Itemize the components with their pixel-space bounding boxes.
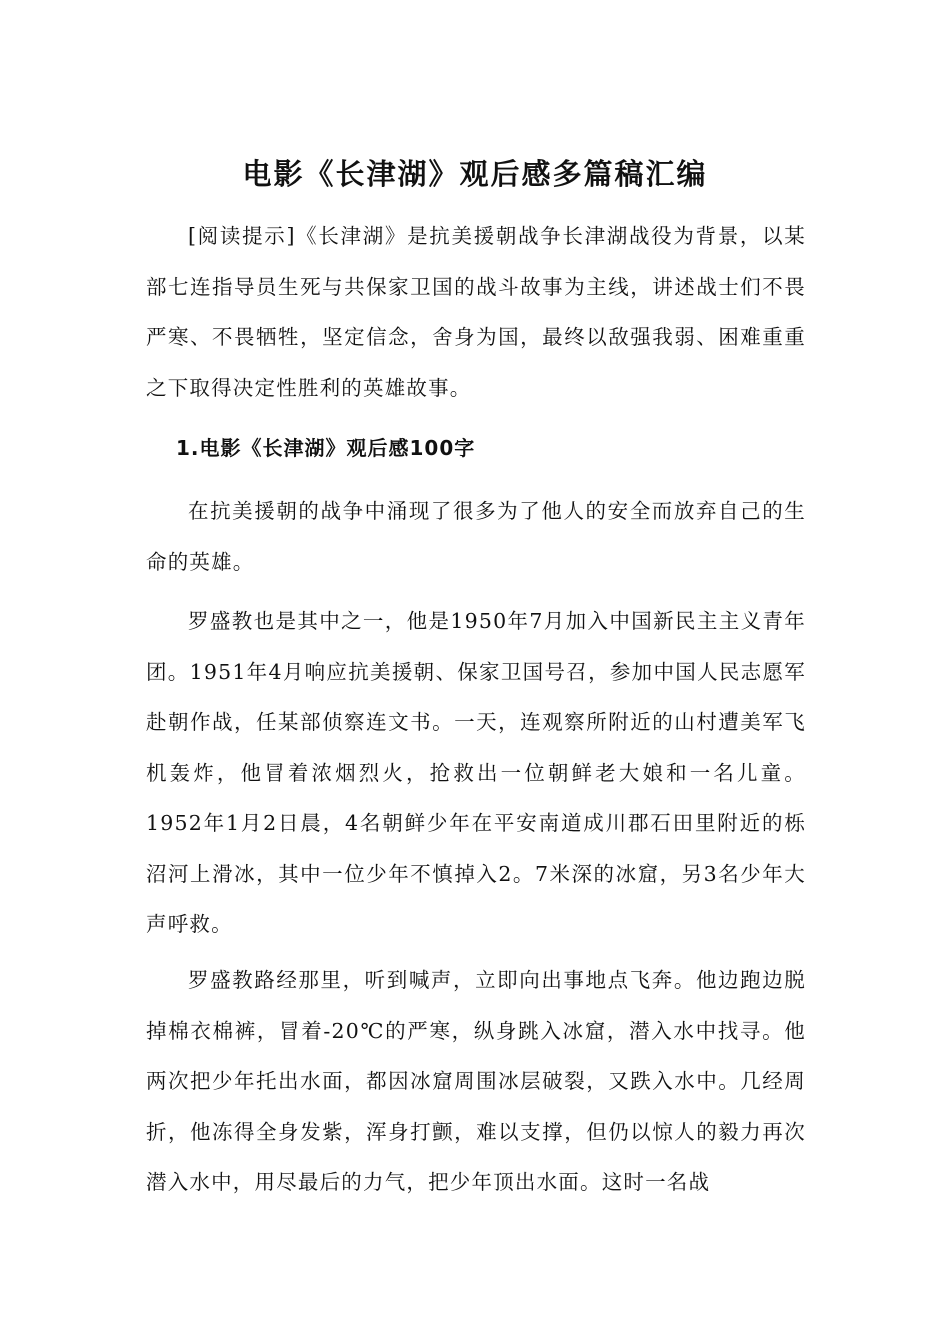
document-title: 电影《长津湖》观后感多篇稿汇编 — [242, 157, 708, 191]
reading-tip-paragraph: [阅读提示]《长津湖》是抗美援朝战争长津湖战役为背景，以某部七连指导员生死与共保家卫国的战斗故事为主线，讲述战士们不畏严寒、不畏牺牲，坚定信念，舍身为国，最终以敌强我弱、困难重重之下取得决定性胜利的英雄故事。 — [146, 224, 806, 400]
body-paragraph: 在抗美援朝的战争中涌现了很多为了他人的安全而放弃自己的生命的英雄。 — [146, 499, 806, 574]
body-paragraph: 罗盛教路经那里，听到喊声，立即向出事地点飞奔。他边跑边脱掉棉衣棉裤，冒着-20℃的严寒，纵身跳入冰窟，潜入水中找寻。他两次把少年托出水面，都因冰窟周围冰层破裂，又跌入水中。几经周折，他冻得全身发紫，浑身打颤，难以支撑，但仍以惊人的毅力再次潜入水中，用尽最后的力气，把少年顶出水面。这时一名战 — [146, 968, 806, 1194]
body-paragraph: 罗盛教也是其中之一，他是1950年7月加入中国新民主主义青年团。1951年4月响应抗美援朝、保家卫国号召，参加中国人民志愿军赴朝作战，任某部侦察连文书。一天，连观察所附近的山村遭美军飞机轰炸，他冒着浓烟烈火，抢救出一位朝鲜老大娘和一名儿童。1952年1月2日晨，4名朝鲜少年在平安南道成川郡石田里附近的栎沼河上滑冰，其中一位少年不慎掉入2。7米深的冰窟，另3名少年大声呼救。 — [146, 609, 806, 936]
section-heading: 1.电影《长津湖》观后感100字 — [176, 436, 476, 460]
